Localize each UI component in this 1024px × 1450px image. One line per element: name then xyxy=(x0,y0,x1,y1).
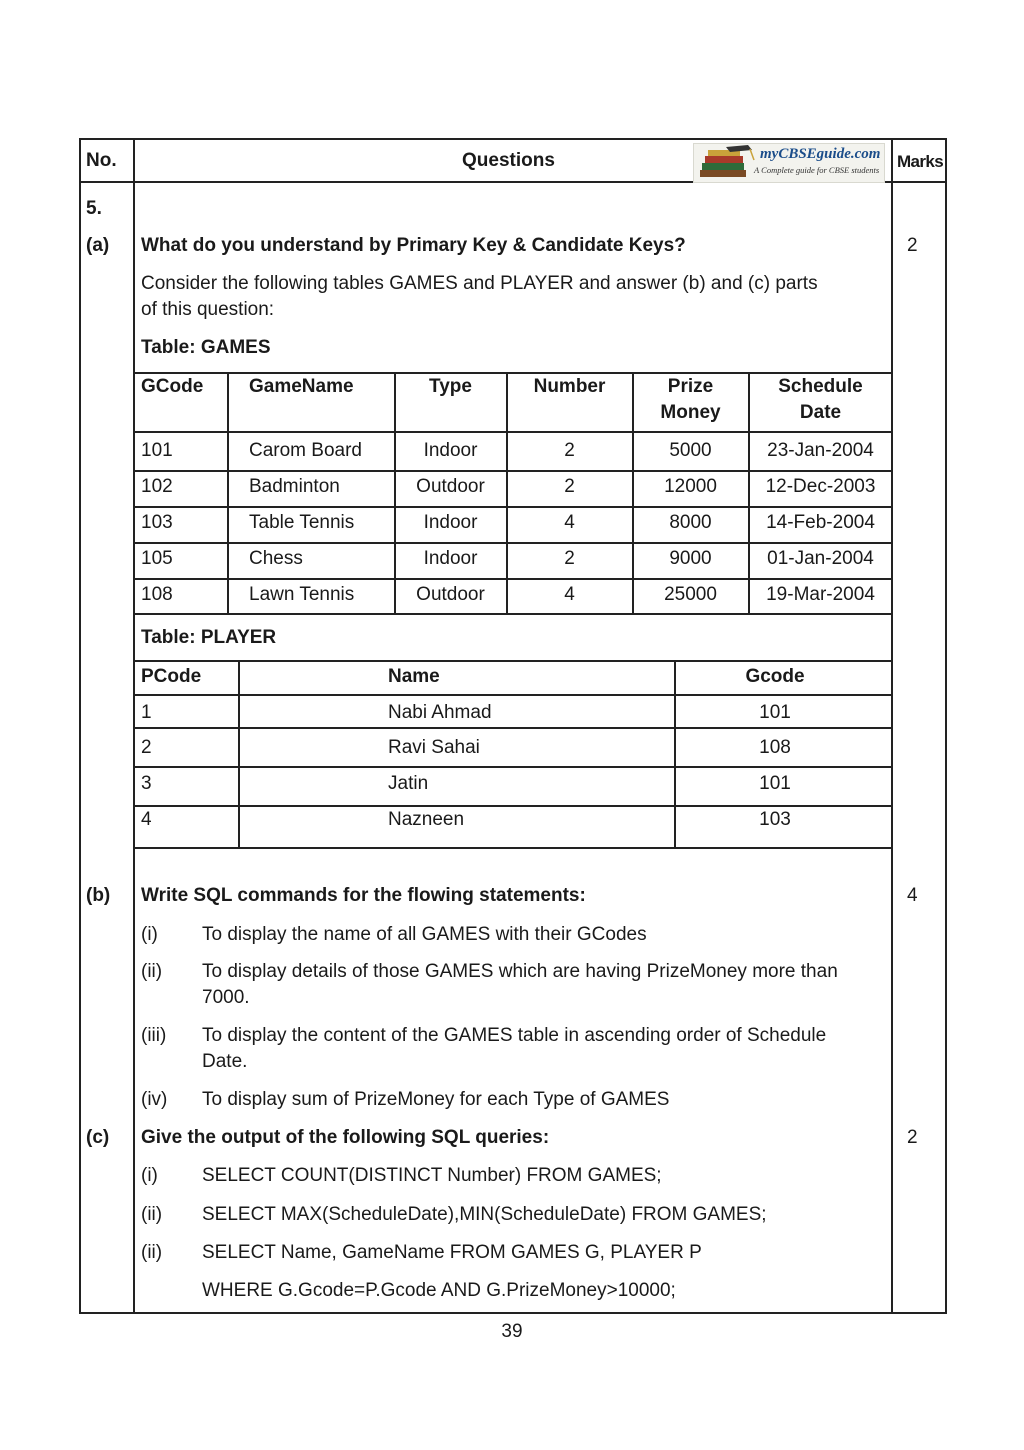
logo-tagline: A Complete guide for CBSE students xyxy=(754,165,880,175)
games-cell-prize: 12000 xyxy=(664,476,717,497)
games-cell-date: 12-Dec-2003 xyxy=(765,476,876,497)
player-hline xyxy=(133,766,892,768)
player-cell-gcode: 101 xyxy=(759,773,791,794)
player-cell-name: Jatin xyxy=(388,773,429,794)
part-a-label: (a) xyxy=(86,235,110,256)
list-item-number: (ii) xyxy=(141,1204,163,1225)
games-cell-gcode: 101 xyxy=(141,440,173,461)
part-c-marks: 2 xyxy=(907,1127,918,1148)
list-item-text-cont: 7000. xyxy=(202,987,250,1008)
player-cell-gcode: 108 xyxy=(759,737,791,758)
games-cell-gcode: 102 xyxy=(141,476,173,497)
games-cell-gamename: Chess xyxy=(249,548,303,569)
player-cell-pcode: 1 xyxy=(141,702,152,723)
games-header-date: Date xyxy=(799,402,842,423)
games-hline xyxy=(133,506,892,508)
games-header-gamename: GameName xyxy=(249,376,354,397)
games-cell-gamename: Table Tennis xyxy=(249,512,355,533)
player-cell-name: Ravi Sahai xyxy=(388,737,480,758)
logo-brand: myCBSEguide.com xyxy=(760,146,881,162)
games-cell-gamename: Badminton xyxy=(249,476,340,497)
list-item-text: To display the content of the GAMES table in ascending order of Schedule xyxy=(202,1025,827,1046)
games-cell-type: Outdoor xyxy=(416,476,485,497)
player-hline xyxy=(133,805,892,807)
list-item-text: SELECT MAX(ScheduleDate),MIN(ScheduleDate) FROM GAMES; xyxy=(202,1204,767,1225)
games-hline xyxy=(133,372,892,374)
list-item-number: (ii) xyxy=(141,1242,163,1263)
games-cell-type: Outdoor xyxy=(416,584,485,605)
part-b-label: (b) xyxy=(86,885,111,906)
games-hline xyxy=(133,578,892,580)
games-cell-number: 2 xyxy=(564,440,575,461)
list-item-text: SELECT Name, GameName FROM GAMES G, PLAYER P xyxy=(202,1242,702,1263)
intro-line-2: of this question: xyxy=(141,299,275,320)
games-cell-prize: 9000 xyxy=(669,548,712,569)
list-item-text: To display sum of PrizeMoney for each Type of GAMES xyxy=(202,1089,670,1110)
part-a-marks: 2 xyxy=(907,235,918,256)
games-header-number: Number xyxy=(533,376,606,397)
games-cell-date: 01-Jan-2004 xyxy=(767,548,874,569)
header-questions: Questions xyxy=(462,150,555,171)
games-cell-number: 4 xyxy=(564,584,575,605)
frame-left xyxy=(79,138,81,1314)
player-cell-name: Nabi Ahmad xyxy=(388,702,492,723)
games-vline xyxy=(227,372,229,615)
books-icon xyxy=(696,144,758,182)
games-header-gcode: GCode xyxy=(141,376,204,397)
games-cell-number: 4 xyxy=(564,512,575,533)
player-cell-name: Nazneen xyxy=(388,809,465,830)
frame-right xyxy=(945,138,947,1314)
player-vline xyxy=(238,660,240,848)
list-item-number: (i) xyxy=(141,924,158,945)
games-header-type: Type xyxy=(429,376,472,397)
games-cell-type: Indoor xyxy=(423,512,478,533)
player-hline xyxy=(133,694,892,696)
games-header-money: Money xyxy=(660,402,721,423)
player-header-gcode: Gcode xyxy=(745,666,805,687)
games-cell-prize: 25000 xyxy=(664,584,717,605)
games-cell-date: 23-Jan-2004 xyxy=(767,440,874,461)
games-header-schedule: Schedule xyxy=(778,376,863,397)
list-item-number: (iv) xyxy=(141,1089,168,1110)
brand-logo xyxy=(693,143,885,183)
games-cell-date: 19-Mar-2004 xyxy=(766,584,875,605)
list-item-number: (i) xyxy=(141,1165,158,1186)
page-number: 39 xyxy=(501,1321,523,1342)
games-cell-prize: 5000 xyxy=(669,440,712,461)
list-item-number: (ii) xyxy=(141,961,163,982)
frame-bottom xyxy=(79,1312,946,1314)
games-cell-type: Indoor xyxy=(423,440,478,461)
games-cell-gcode: 108 xyxy=(141,584,173,605)
games-hline xyxy=(133,613,892,615)
player-hline xyxy=(133,727,892,729)
frame-col-marks xyxy=(891,138,893,1314)
list-item-text: SELECT COUNT(DISTINCT Number) FROM GAMES; xyxy=(202,1165,662,1186)
list-item-number: (iii) xyxy=(141,1025,167,1046)
games-cell-type: Indoor xyxy=(423,548,478,569)
games-hline xyxy=(133,542,892,544)
games-cell-number: 2 xyxy=(564,476,575,497)
player-cell-gcode: 103 xyxy=(759,809,791,830)
games-header-prize: Prize xyxy=(667,376,714,397)
player-header-pcode: PCode xyxy=(141,666,202,687)
player-hline xyxy=(133,847,892,849)
games-cell-gcode: 103 xyxy=(141,512,173,533)
part-c-label: (c) xyxy=(86,1127,110,1148)
player-cell-pcode: 2 xyxy=(141,737,152,758)
frame-col-no xyxy=(133,138,135,1314)
player-table-title: Table: PLAYER xyxy=(141,627,277,648)
player-header-name: Name xyxy=(388,666,440,687)
games-cell-gamename: Carom Board xyxy=(249,440,362,461)
games-hline xyxy=(133,431,892,433)
part-b-marks: 4 xyxy=(907,885,918,906)
list-item-text: To display details of those GAMES which are having PrizeMoney more than xyxy=(202,961,838,982)
part-a-text: What do you understand by Primary Key & Candidate Keys? xyxy=(141,235,686,256)
player-cell-gcode: 101 xyxy=(759,702,791,723)
intro-line-1: Consider the following tables GAMES and PLAYER and answer (b) and (c) parts xyxy=(141,273,818,294)
player-cell-pcode: 3 xyxy=(141,773,152,794)
frame-top xyxy=(79,138,946,140)
games-cell-gcode: 105 xyxy=(141,548,173,569)
player-cell-pcode: 4 xyxy=(141,809,152,830)
games-cell-number: 2 xyxy=(564,548,575,569)
question-number: 5. xyxy=(86,198,102,219)
games-table-title: Table: GAMES xyxy=(141,337,271,358)
header-no: No. xyxy=(86,150,117,171)
games-cell-gamename: Lawn Tennis xyxy=(249,584,355,605)
header-marks: Marks xyxy=(897,152,944,171)
games-cell-prize: 8000 xyxy=(669,512,712,533)
list-item-text: To display the name of all GAMES with their GCodes xyxy=(202,924,647,945)
part-c-text: Give the output of the following SQL queries: xyxy=(141,1127,550,1148)
list-item-text-cont: WHERE G.Gcode=P.Gcode AND G.PrizeMoney>10000; xyxy=(202,1280,676,1301)
player-hline xyxy=(133,660,892,662)
games-hline xyxy=(133,470,892,472)
part-b-text: Write SQL commands for the flowing statements: xyxy=(141,885,586,906)
list-item-text-cont: Date. xyxy=(202,1051,248,1072)
games-cell-date: 14-Feb-2004 xyxy=(766,512,875,533)
